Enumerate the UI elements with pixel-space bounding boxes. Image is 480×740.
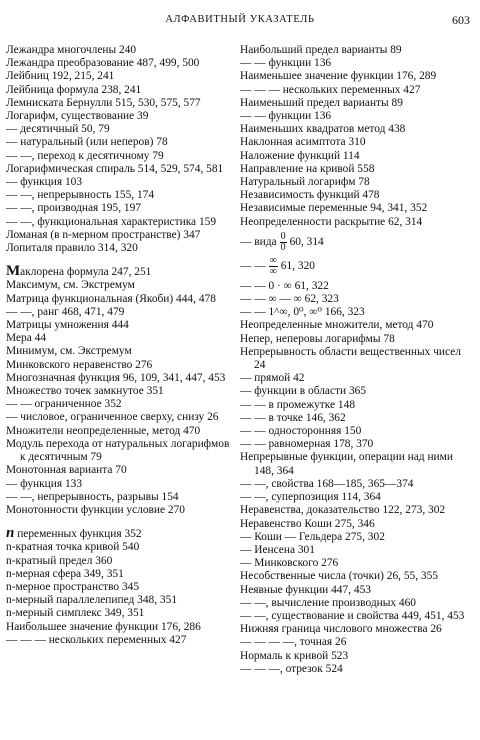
index-entry: — — 1^∞, 0⁰, ∞⁰ 166, 323 bbox=[240, 306, 365, 319]
index-entry: — —, производная 195, 197 bbox=[6, 202, 141, 215]
index-entry: Натуральный логарифм 78 bbox=[240, 176, 370, 189]
section-entry-n bbox=[6, 527, 230, 541]
page-number: 603 bbox=[452, 13, 470, 27]
index-entry: — —, непрерывность, разрывы 154 bbox=[6, 490, 179, 503]
index-entry: — — равномерная 178, 370 bbox=[240, 438, 374, 451]
index-column-left bbox=[6, 44, 230, 647]
fraction-denominator: ∞ bbox=[269, 265, 277, 277]
page-header bbox=[0, 14, 480, 30]
index-entry: Логарифмическая спираль 514, 529, 574, 581 bbox=[6, 162, 224, 175]
index-entry: — —, переход к десятичному 79 bbox=[6, 149, 164, 162]
index-entry: — — — нескольких переменных 427 bbox=[240, 83, 421, 96]
running-title: АЛФАВИТНЫЙ УКАЗАТЕЛЬ bbox=[165, 14, 315, 25]
entry-prefix: — — bbox=[240, 259, 266, 272]
index-entry: Наименьший предел варианты 89 bbox=[240, 96, 403, 109]
index-entry: Независимость функций 478 bbox=[240, 189, 380, 202]
index-entry: n-мерное пространство 345 bbox=[6, 580, 140, 593]
index-entry: Множество точек замкнутое 351 bbox=[6, 385, 164, 398]
index-entry: Наименьших квадратов метод 438 bbox=[240, 123, 406, 136]
index-entry: Нормаль к кривой 523 bbox=[240, 649, 349, 662]
index-entry: Наибольшее значение функции 176, 286 bbox=[6, 620, 201, 633]
index-entry: — —, свойства 168—185, 365—374 bbox=[240, 477, 414, 490]
index-entry: Максимум, см. Экстремум bbox=[6, 279, 135, 292]
index-entry: Неравенства, доказательство 122, 273, 302 bbox=[240, 504, 446, 517]
index-entry: — — — нескольких переменных 427 bbox=[6, 633, 187, 646]
index-entry: — — —, отрезок 524 bbox=[240, 662, 343, 675]
index-entry-fraction bbox=[240, 232, 470, 253]
index-entry: — — 0 · ∞ 61, 322 bbox=[240, 279, 329, 292]
entry-pages: 61, 320 bbox=[280, 259, 315, 272]
index-entry: Лопиталя правило 314, 320 bbox=[6, 242, 138, 255]
index-entry: — функции в области 365 bbox=[240, 385, 367, 398]
index-entry: — — ∞ — ∞ 62, 323 bbox=[240, 293, 339, 306]
index-entry: — — — —, точная 26 bbox=[240, 636, 347, 649]
index-entry: Независимые переменные 94, 341, 352 bbox=[240, 202, 428, 215]
fraction-numerator: ∞ bbox=[269, 254, 277, 266]
index-entry: Лемниската Бернулли 515, 530, 575, 577 bbox=[6, 96, 201, 109]
index-entry: — —, непрерывность 155, 174 bbox=[6, 189, 155, 202]
index-entry: Неявные функции 447, 453 bbox=[240, 583, 371, 596]
index-entry: Неравенство Коши 275, 346 bbox=[240, 517, 375, 530]
index-entry: — Минковского 276 bbox=[240, 557, 339, 570]
index-entry: n-мерный симплекс 349, 351 bbox=[6, 607, 145, 620]
index-entry: — прямой 42 bbox=[240, 372, 305, 385]
index-entry: n-мерный параллелепипед 348, 351 bbox=[6, 594, 178, 607]
entry-pages: 60, 314 bbox=[289, 235, 324, 248]
section-initial: М bbox=[6, 263, 21, 280]
index-entry: n-мерная сфера 349, 351 bbox=[6, 567, 124, 580]
index-entry: Непрерывные функции, операции над ними 148, 364 bbox=[240, 451, 453, 477]
index-entry: — —, функциональная характеристика 159 bbox=[6, 215, 217, 228]
index-entry: — — в промежутке 148 bbox=[240, 398, 356, 411]
entry-rest: переменных функция 352 bbox=[14, 528, 142, 541]
index-entry: Матрицы умножения 444 bbox=[6, 319, 129, 332]
index-entry: — Иенсена 301 bbox=[240, 543, 315, 556]
index-entry: Наименьшее значение функции 176, 289 bbox=[240, 70, 437, 83]
index-entry: Лейбниц 192, 215, 241 bbox=[6, 70, 115, 83]
index-entry-fraction bbox=[240, 256, 470, 277]
index-entry: Логарифм, существование 39 bbox=[6, 110, 149, 123]
index-entry: Многозначная функция 96, 109, 341, 447, 453 bbox=[6, 371, 226, 384]
index-entry: — — односторонняя 150 bbox=[240, 425, 362, 438]
index-entry: n-кратная точка кривой 540 bbox=[6, 541, 140, 554]
section-initial: n bbox=[6, 525, 15, 542]
section-entry-m bbox=[6, 265, 230, 279]
index-entry: Непрерывность области вещественных чисел 24 bbox=[240, 345, 461, 372]
index-entry: — Коши — Гельдера 275, 302 bbox=[240, 530, 385, 543]
index-entry: Монотонная варианта 70 bbox=[6, 464, 127, 477]
index-entry: Модуль перехода от натуральных логарифмов к десятичным 79 bbox=[6, 437, 230, 464]
index-entry: Минковского неравенство 276 bbox=[6, 358, 153, 371]
entry-rest: аклорена формула 247, 251 bbox=[20, 266, 152, 279]
index-entry: — десятичный 50, 79 bbox=[6, 123, 110, 136]
index-entry: Неопределенные множители, метод 470 bbox=[240, 319, 434, 332]
index-entry: Монотонности функции условие 270 bbox=[6, 503, 186, 516]
index-entry: Лейбница формула 238, 241 bbox=[6, 83, 142, 96]
entry-prefix: — вида bbox=[240, 235, 277, 248]
index-entry: — функция 103 bbox=[6, 176, 83, 189]
index-entry: Матрица функциональная (Якоби) 444, 478 bbox=[6, 292, 216, 305]
index-entry: Непер, неперовы логарифмы 78 bbox=[240, 332, 395, 345]
index-entry: — — функции 136 bbox=[240, 57, 332, 70]
index-entry: Множители неопределенные, метод 470 bbox=[6, 424, 201, 437]
index-entry: — функция 133 bbox=[6, 477, 83, 490]
index-entry: — числовое, ограниченное сверху, снизу 26 bbox=[6, 411, 219, 424]
fraction-inf-over-inf bbox=[269, 256, 278, 277]
index-entry: — —, ранг 468, 471, 479 bbox=[6, 305, 125, 318]
fraction-zero-over-zero bbox=[280, 232, 287, 253]
index-entry: — — функции 136 bbox=[240, 110, 332, 123]
index-entry: Ломаная (в n-мерном пространстве) 347 bbox=[6, 228, 201, 241]
index-entry: n-кратный предел 360 bbox=[6, 554, 113, 567]
index-entry: Лежандра преобразование 487, 499, 500 bbox=[6, 57, 200, 70]
index-entry: — — в точке 146, 362 bbox=[240, 411, 346, 424]
index-entry: Лежандра многочлены 240 bbox=[6, 44, 137, 56]
fraction-numerator: 0 bbox=[280, 230, 286, 242]
index-entry: — —, существование и свойства 449, 451, 453 bbox=[240, 609, 465, 622]
index-entry: Наибольший предел варианты 89 bbox=[240, 44, 402, 56]
index-entry: Наклонная асимптота 310 bbox=[240, 136, 366, 149]
index-entry: Неопределенности раскрытие 62, 314 bbox=[240, 215, 423, 228]
index-column-right bbox=[240, 44, 470, 676]
index-entry: — —, вычисление производных 460 bbox=[240, 596, 416, 609]
fraction-denominator: 0 bbox=[280, 241, 286, 253]
index-entry: Направление на кривой 558 bbox=[240, 162, 375, 175]
index-entry: — — ограниченное 352 bbox=[6, 398, 122, 411]
index-entry: — натуральный (или неперов) 78 bbox=[6, 136, 168, 149]
index-entry: — —, суперпозиция 114, 364 bbox=[240, 491, 381, 504]
index-entry: Наложение функций 114 bbox=[240, 149, 360, 162]
index-entry: Мера 44 bbox=[6, 332, 47, 345]
index-entry: Минимум, см. Экстремум bbox=[6, 345, 132, 358]
index-entry: Нижняя граница числового множества 26 bbox=[240, 623, 442, 636]
index-entry: Несобственные числа (точки) 26, 55, 355 bbox=[240, 570, 439, 583]
